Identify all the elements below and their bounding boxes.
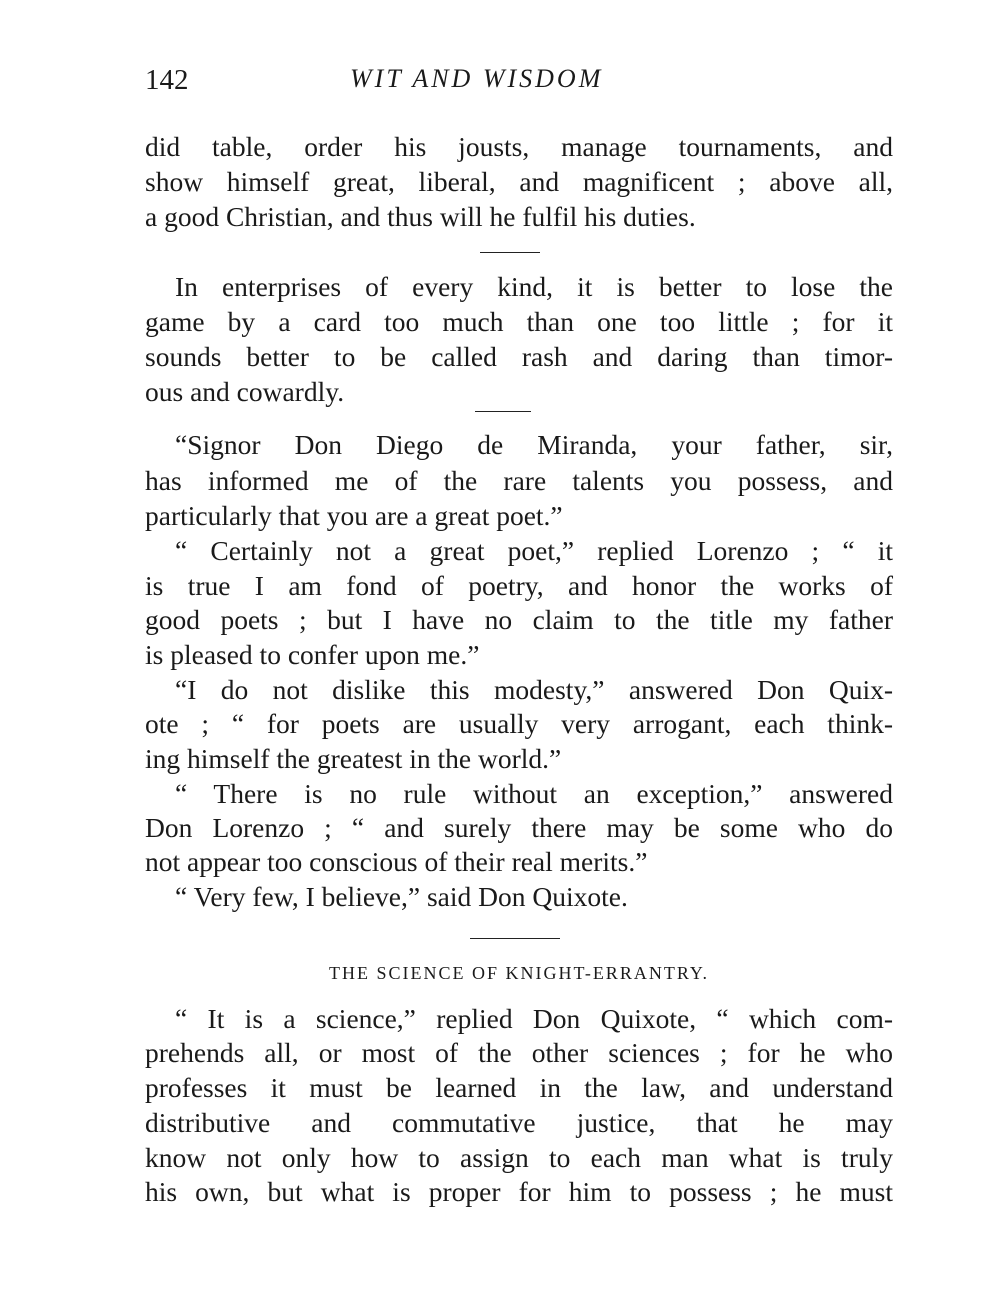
- text-line: know not only how to assign to each man what is truly: [145, 1142, 893, 1173]
- text-line: not appear too conscious of their real merits.”: [145, 846, 648, 877]
- text-line: In enterprises of every kind, it is better to lose the: [175, 271, 893, 302]
- section-divider: [480, 252, 540, 253]
- section-heading: THE SCIENCE OF KNIGHT-ERRANTRY.: [328, 963, 710, 983]
- text-line: “Signor Don Diego de Miranda, your father, sir,: [175, 429, 893, 460]
- text-line: “I do not dislike this modesty,” answered Don Quix-: [175, 674, 893, 705]
- text-line: particularly that you are a great poet.”: [145, 500, 563, 531]
- text-line: “ Certainly not a great poet,” replied Lorenzo ; “ it: [175, 535, 893, 566]
- text-line: has informed me of the rare talents you possess, and: [145, 465, 893, 496]
- text-line: professes it must be learned in the law, and understand: [145, 1072, 893, 1103]
- section-divider: [475, 411, 531, 412]
- text-line: “ Very few, I believe,” said Don Quixote.: [175, 881, 628, 912]
- text-line: did table, order his jousts, manage tournaments, and: [145, 131, 893, 162]
- text-line: “ It is a science,” replied Don Quixote, “ which com-: [175, 1003, 893, 1034]
- text-line: prehends all, or most of the other sciences ; for he who: [145, 1037, 893, 1068]
- text-line: show himself great, liberal, and magnificent ; above all,: [145, 166, 893, 197]
- text-line: ous and cowardly.: [145, 376, 345, 407]
- text-line: sounds better to be called rash and daring than timor-: [145, 341, 893, 372]
- text-line: game by a card too much than one too little ; for it: [145, 306, 893, 337]
- text-line: ote ; “ for poets are usually very arrogant, each think-: [145, 708, 893, 739]
- text-line: distributive and commutative justice, that he may: [145, 1107, 893, 1138]
- text-line: “ There is no rule without an exception,” answered: [175, 778, 893, 809]
- text-line: is true I am fond of poetry, and honor the works of: [145, 570, 893, 601]
- text-line: is pleased to confer upon me.”: [145, 639, 480, 670]
- text-line: a good Christian, and thus will he fulfil his duties.: [145, 201, 696, 232]
- page-number: 142: [145, 64, 189, 96]
- text-line: Don Lorenzo ; “ and surely there may be some who do: [145, 812, 893, 843]
- text-line: good poets ; but I have no claim to the title my father: [145, 604, 893, 635]
- running-title: WIT AND WISDOM: [350, 64, 604, 93]
- text-line: ing himself the greatest in the world.”: [145, 743, 562, 774]
- text-line: his own, but what is proper for him to possess ; he must: [145, 1176, 893, 1207]
- section-divider: [470, 938, 560, 939]
